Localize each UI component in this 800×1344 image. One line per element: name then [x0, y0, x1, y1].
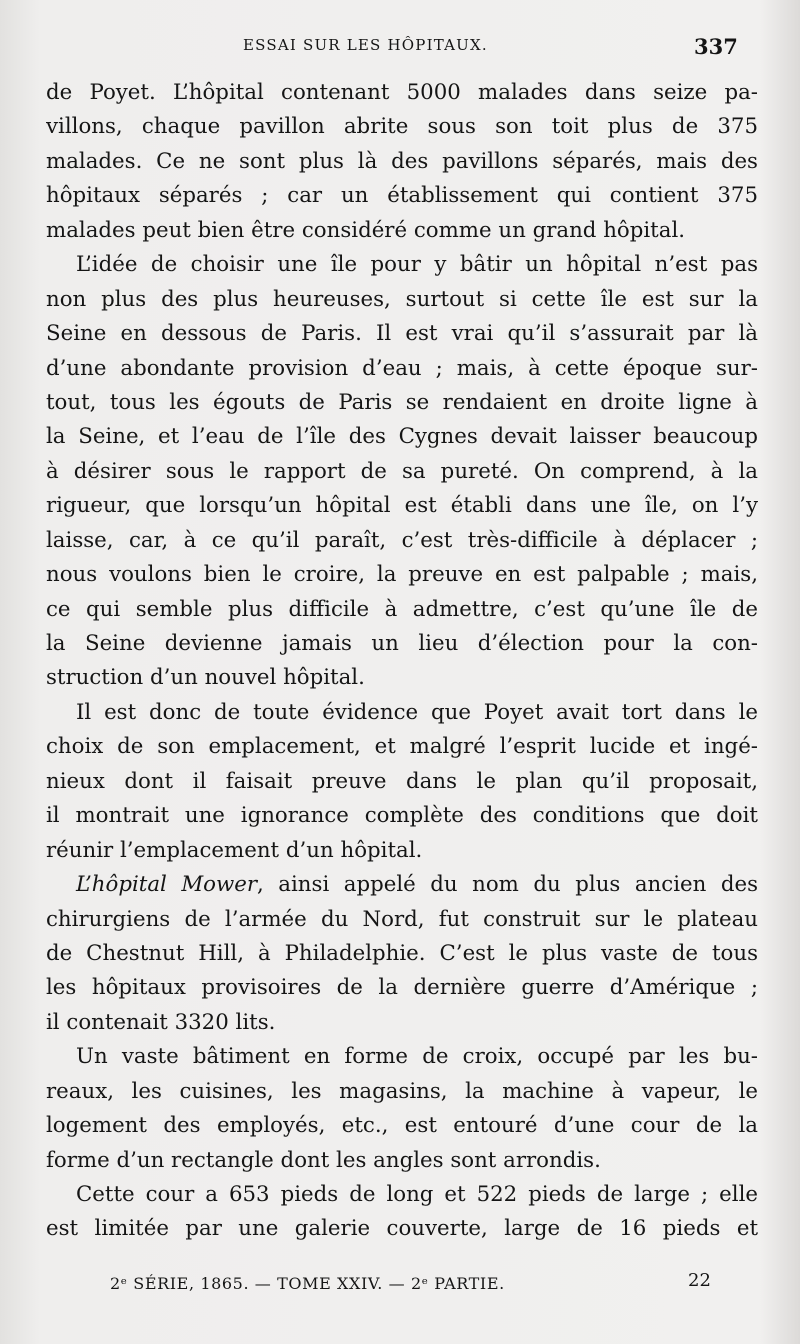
text-line: Cette cour a 653 pieds de long et 522 pieds de large ; elle	[76, 1182, 758, 1207]
text-line: la Seine devienne jamais un lieu d’élection pour la con-	[46, 631, 758, 656]
text-line: il montrait une ignorance complète des conditions que doit	[46, 803, 758, 829]
text-line: laisse, car, à ce qu’il paraît, c’est très-difficile à déplacer ;	[46, 527, 758, 553]
text-line: reaux, les cuisines, les magasins, la machine à vapeur, le	[46, 1078, 758, 1104]
page-number: 337	[694, 34, 738, 59]
text-line: forme d’un rectangle dont les angles sont arrondis.	[46, 1147, 601, 1173]
page-footer	[0, 1270, 800, 1306]
text-line: Seine en dessous de Paris. Il est vrai qu’il s’assurait par là	[46, 321, 758, 347]
text-line: Un vaste bâtiment en forme de croix, occupé par les bu-	[76, 1044, 758, 1070]
italic-term: L’hôpital Mower	[76, 872, 258, 898]
text-line: tout, tous les égouts de Paris se rendaient en droite ligne à	[46, 389, 758, 415]
text-line: de Poyet. L’hôpital contenant 5000 malades dans seize pa-	[46, 80, 758, 105]
text-line: les hôpitaux provisoires de la dernière guerre d’Amérique ;	[46, 975, 758, 1001]
body-text	[46, 76, 758, 1247]
text-line: nous voulons bien le croire, la preuve en est palpable ; mais,	[46, 562, 758, 588]
text-line: rigueur, que lorsqu’un hôpital est établi dans une île, on l’y	[46, 493, 758, 519]
text-line: est limitée par une galerie couverte, large de 16 pieds et	[46, 1216, 758, 1242]
text-line: Il est donc de toute évidence que Poyet avait tort dans le	[76, 699, 758, 725]
running-title: ESSAI SUR LES HÔPITAUX.	[243, 36, 488, 54]
text-line: malades. Ce ne sont plus là des pavillons séparés, mais des	[46, 148, 758, 174]
text-line: ce qui semble plus difficile à admettre, c’est qu’une île de	[46, 596, 758, 622]
text-line: L’hôpital Mower, ainsi appelé du nom du plus ancien des	[76, 872, 758, 898]
text-line: nieux dont il faisait preuve dans le plan qu’il proposait,	[46, 768, 758, 794]
text-line: de Chestnut Hill, à Philadelphie. C’est le plus vaste de tous	[46, 940, 758, 966]
text-line: L’idée de choisir une île pour y bâtir un hôpital n’est pas	[76, 252, 758, 278]
text-line: il contenait 3320 lits.	[46, 1009, 276, 1035]
text-line: hôpitaux séparés ; car un établissement qui contient 375	[46, 183, 758, 209]
text-line: choix de son emplacement, et malgré l’esprit lucide et ingé-	[46, 734, 758, 760]
text-line: non plus des plus heureuses, surtout si cette île est sur la	[46, 286, 758, 312]
text-line: réunir l’emplacement d’un hôpital.	[46, 837, 423, 863]
text-line: struction d’un nouvel hôpital.	[46, 665, 365, 691]
text-line: la Seine, et l’eau de l’île des Cygnes devait laisser beaucoup	[46, 424, 758, 450]
text-line: logement des employés, etc., est entouré d’une cour de la	[46, 1113, 758, 1139]
text-line: chirurgiens de l’armée du Nord, fut construit sur le plateau	[46, 906, 758, 932]
running-head	[0, 36, 800, 66]
printer-signature: 2ᵉ SÉRIE, 1865. — TOME XXIV. — 2ᵉ PARTIE.	[110, 1274, 505, 1293]
text-line: villons, chaque pavillon abrite sous son toit plus de 375	[46, 114, 758, 140]
signature-number: 22	[688, 1270, 711, 1291]
text-line: à désirer sous le rapport de sa pureté. On comprend, à la	[46, 458, 758, 484]
text-line: d’une abondante provision d’eau ; mais, à cette époque sur-	[46, 355, 758, 381]
text-line: malades peut bien être considéré comme un grand hôpital.	[46, 217, 686, 243]
